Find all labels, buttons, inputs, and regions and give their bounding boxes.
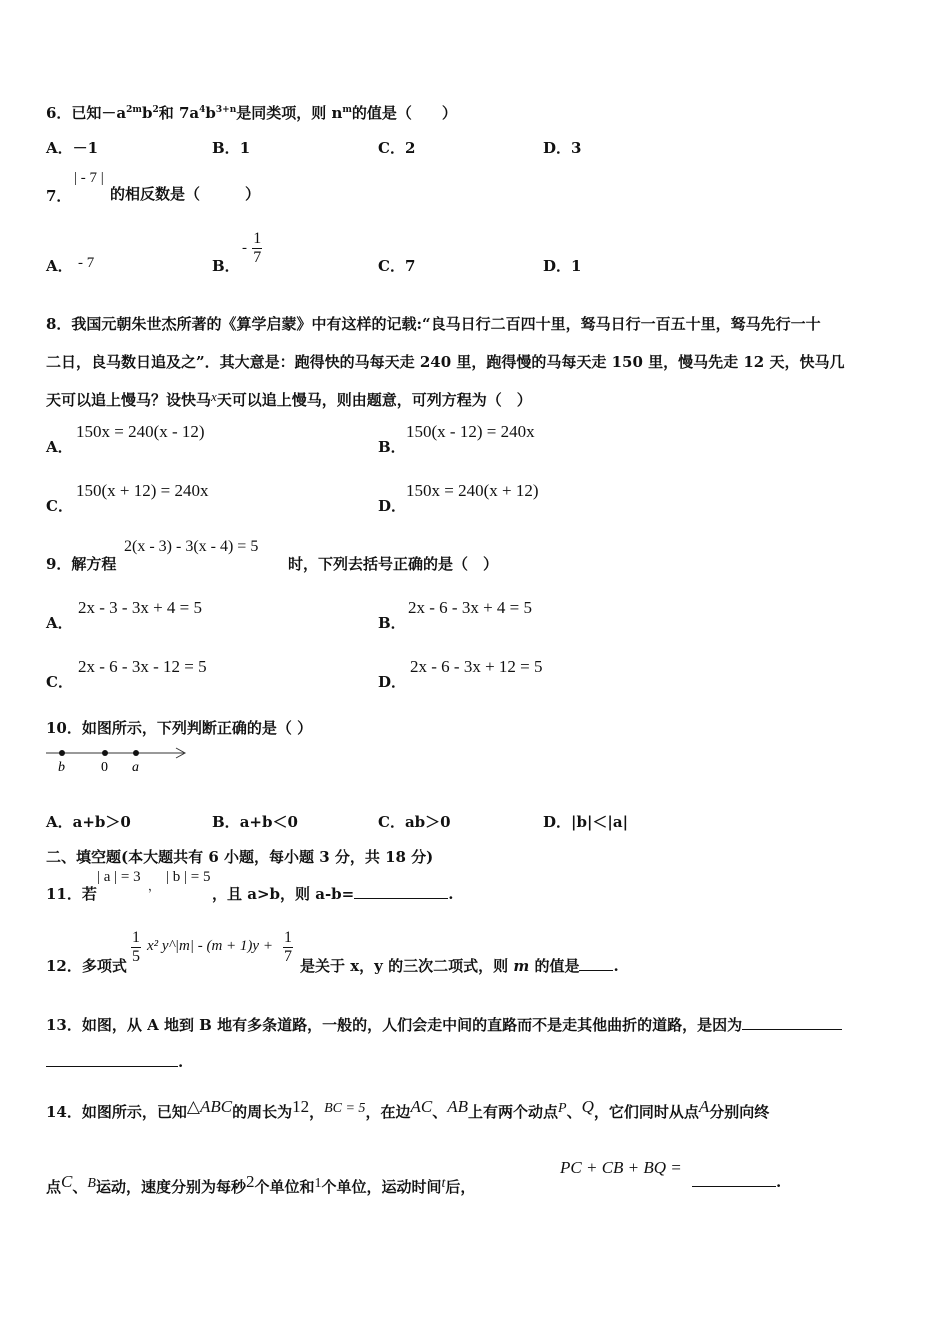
label-b: b <box>58 760 65 774</box>
q11-expr2: | b | = 5 <box>166 869 211 885</box>
q9-stem: 时，下列去括号正确的是（ ） <box>288 555 499 573</box>
q8-option-d-label: D． <box>378 497 407 515</box>
q13-line1: 13．如图，从 A 地到 B 地有多条道路，一般的，人们会走中间的直路而不是走其他曲折的道路，是因为 <box>46 1014 842 1035</box>
label-a: a <box>132 760 139 774</box>
q12-number: 12．多项式 <box>46 957 127 975</box>
q11-comma: ， <box>148 879 161 893</box>
q9-option-b: 2x - 6 - 3x + 4 = 5 <box>408 598 532 617</box>
q6-exp: 2m <box>126 105 142 115</box>
q10-option-a: A．a+b＞0 <box>46 813 131 831</box>
q9-expr: 2(x - 3) - 3(x - 4) = 5 <box>124 538 259 555</box>
q11-stem: ，且 a>b，则 a-b= . <box>212 885 454 903</box>
q8-line3: 天可以追上慢马？设快马x天可以追上慢马，则由题意，可列方程为（ ） <box>46 389 532 409</box>
q8-option-a: 150x = 240(x - 12) <box>76 422 205 441</box>
q7-option-a-label: A． <box>46 257 73 275</box>
q14-line1: 14．如图所示，已知△ABC的周长为12，BC = 5，在边AC、AB上有两个动点P、Q，它们同时从点A分别向终 <box>46 1097 770 1121</box>
q6-option-d: D．3 <box>543 139 582 157</box>
q11-expr1: | a | = 3 <box>97 869 141 885</box>
q6-text: 6．已知－a <box>46 104 127 122</box>
q14-answer: . <box>692 1172 781 1191</box>
q14-expr: PC + CB + BQ = <box>560 1158 682 1177</box>
q14-answer-blank[interactable] <box>692 1172 776 1187</box>
q6-exp: 4 <box>199 105 206 115</box>
label-zero: 0 <box>101 760 108 774</box>
q7-option-d: D．1 <box>543 257 582 275</box>
point-zero <box>102 750 108 756</box>
q13-answer-blank-1[interactable] <box>742 1015 842 1030</box>
point-a <box>133 750 139 756</box>
q13-answer-blank-2[interactable] <box>46 1052 178 1067</box>
point-b <box>59 750 65 756</box>
q8-option-a-label: A． <box>46 438 73 456</box>
q6-option-b: B．1 <box>212 139 251 157</box>
q9-option-a: 2x - 3 - 3x + 4 = 5 <box>78 598 202 617</box>
q8-option-d: 150x = 240(x + 12) <box>406 481 539 500</box>
q6-text: 和 7a <box>158 104 200 122</box>
q7-option-c: C．7 <box>378 257 416 275</box>
section-heading: 二、填空题(本大题共有 6 小题，每小题 3 分，共 18 分) <box>46 848 434 866</box>
q9-option-c-label: C． <box>46 673 73 691</box>
q6-option-a: A．－1 <box>46 139 99 157</box>
q12-stem: 是关于 x，y 的三次二项式，则 m 的值是 . <box>300 957 619 975</box>
q13-line2: . <box>46 1052 183 1071</box>
q12-frac2: $\frac{1}{7}$ <box>284 929 292 965</box>
q7-expr: | - 7 | <box>74 170 104 186</box>
q10-option-d: D．|b|＜|a| <box>543 813 629 831</box>
q9-option-d-label: D． <box>378 673 407 691</box>
q6-text: 的值是（ ） <box>351 104 457 122</box>
q7-number: 7． <box>46 187 72 205</box>
q6-option-c: C．2 <box>378 139 416 157</box>
q6-stem <box>46 102 457 123</box>
q14-line2: 点C、B运动，速度分别为每秒2个单位和1个单位，运动时间t后， <box>46 1172 476 1196</box>
q8-option-b: 150(x - 12) = 240x <box>406 422 535 441</box>
q8-option-b-label: B． <box>378 438 406 456</box>
q8-line2: 二日，良马数日追及之”．其大意是：跑得快的马每天走 240 里，跑得慢的马每天走 150 里，慢马先走 12 天，快马几 <box>46 353 845 371</box>
q6-exp: 3+n <box>215 105 237 115</box>
q8-option-c: 150(x + 12) = 240x <box>76 481 209 500</box>
q7-option-a: - 7 <box>78 255 95 271</box>
q8-line1: 8．我国元朝朱世杰所著的《算学启蒙》中有这样的记载:“良马日行二百四十里，驽马日行一百五十里，驽马先行一十 <box>46 315 821 333</box>
q9-option-c: 2x - 6 - 3x - 12 = 5 <box>78 657 207 676</box>
q9-option-b-label: B． <box>378 614 406 632</box>
q9-number: 9．解方程 <box>46 555 117 573</box>
q9-option-a-label: A． <box>46 614 73 632</box>
q10-stem: 10．如图所示，下列判断正确的是（ ） <box>46 719 313 737</box>
q7-stem: 的相反数是（ ） <box>110 185 261 203</box>
q6-exp: m <box>342 105 352 115</box>
q9-option-d: 2x - 6 - 3x + 12 = 5 <box>410 657 543 676</box>
q12-expr: x² y^|m| - (m + 1)y + <box>147 938 273 954</box>
q12-answer-blank[interactable] <box>579 956 613 971</box>
q7-option-b-label: B． <box>212 257 240 275</box>
q6-text: b <box>141 104 153 122</box>
q8-option-c-label: C． <box>46 497 73 515</box>
q10-option-b: B．a+b＜0 <box>212 813 298 831</box>
q6-text: 是同类项，则 n <box>236 104 343 122</box>
q10-option-c: C．ab＞0 <box>378 813 451 831</box>
q11-number: 11．若 <box>46 885 97 903</box>
q11-answer-blank[interactable] <box>354 884 448 899</box>
q12-frac1: $\frac{1}{5}$ <box>132 929 140 965</box>
q6-text: b <box>205 104 216 122</box>
q7-option-b: - $\frac{1}{7}$ <box>242 230 262 266</box>
number-line-figure <box>44 744 194 774</box>
q6-exp: 2 <box>152 105 159 115</box>
